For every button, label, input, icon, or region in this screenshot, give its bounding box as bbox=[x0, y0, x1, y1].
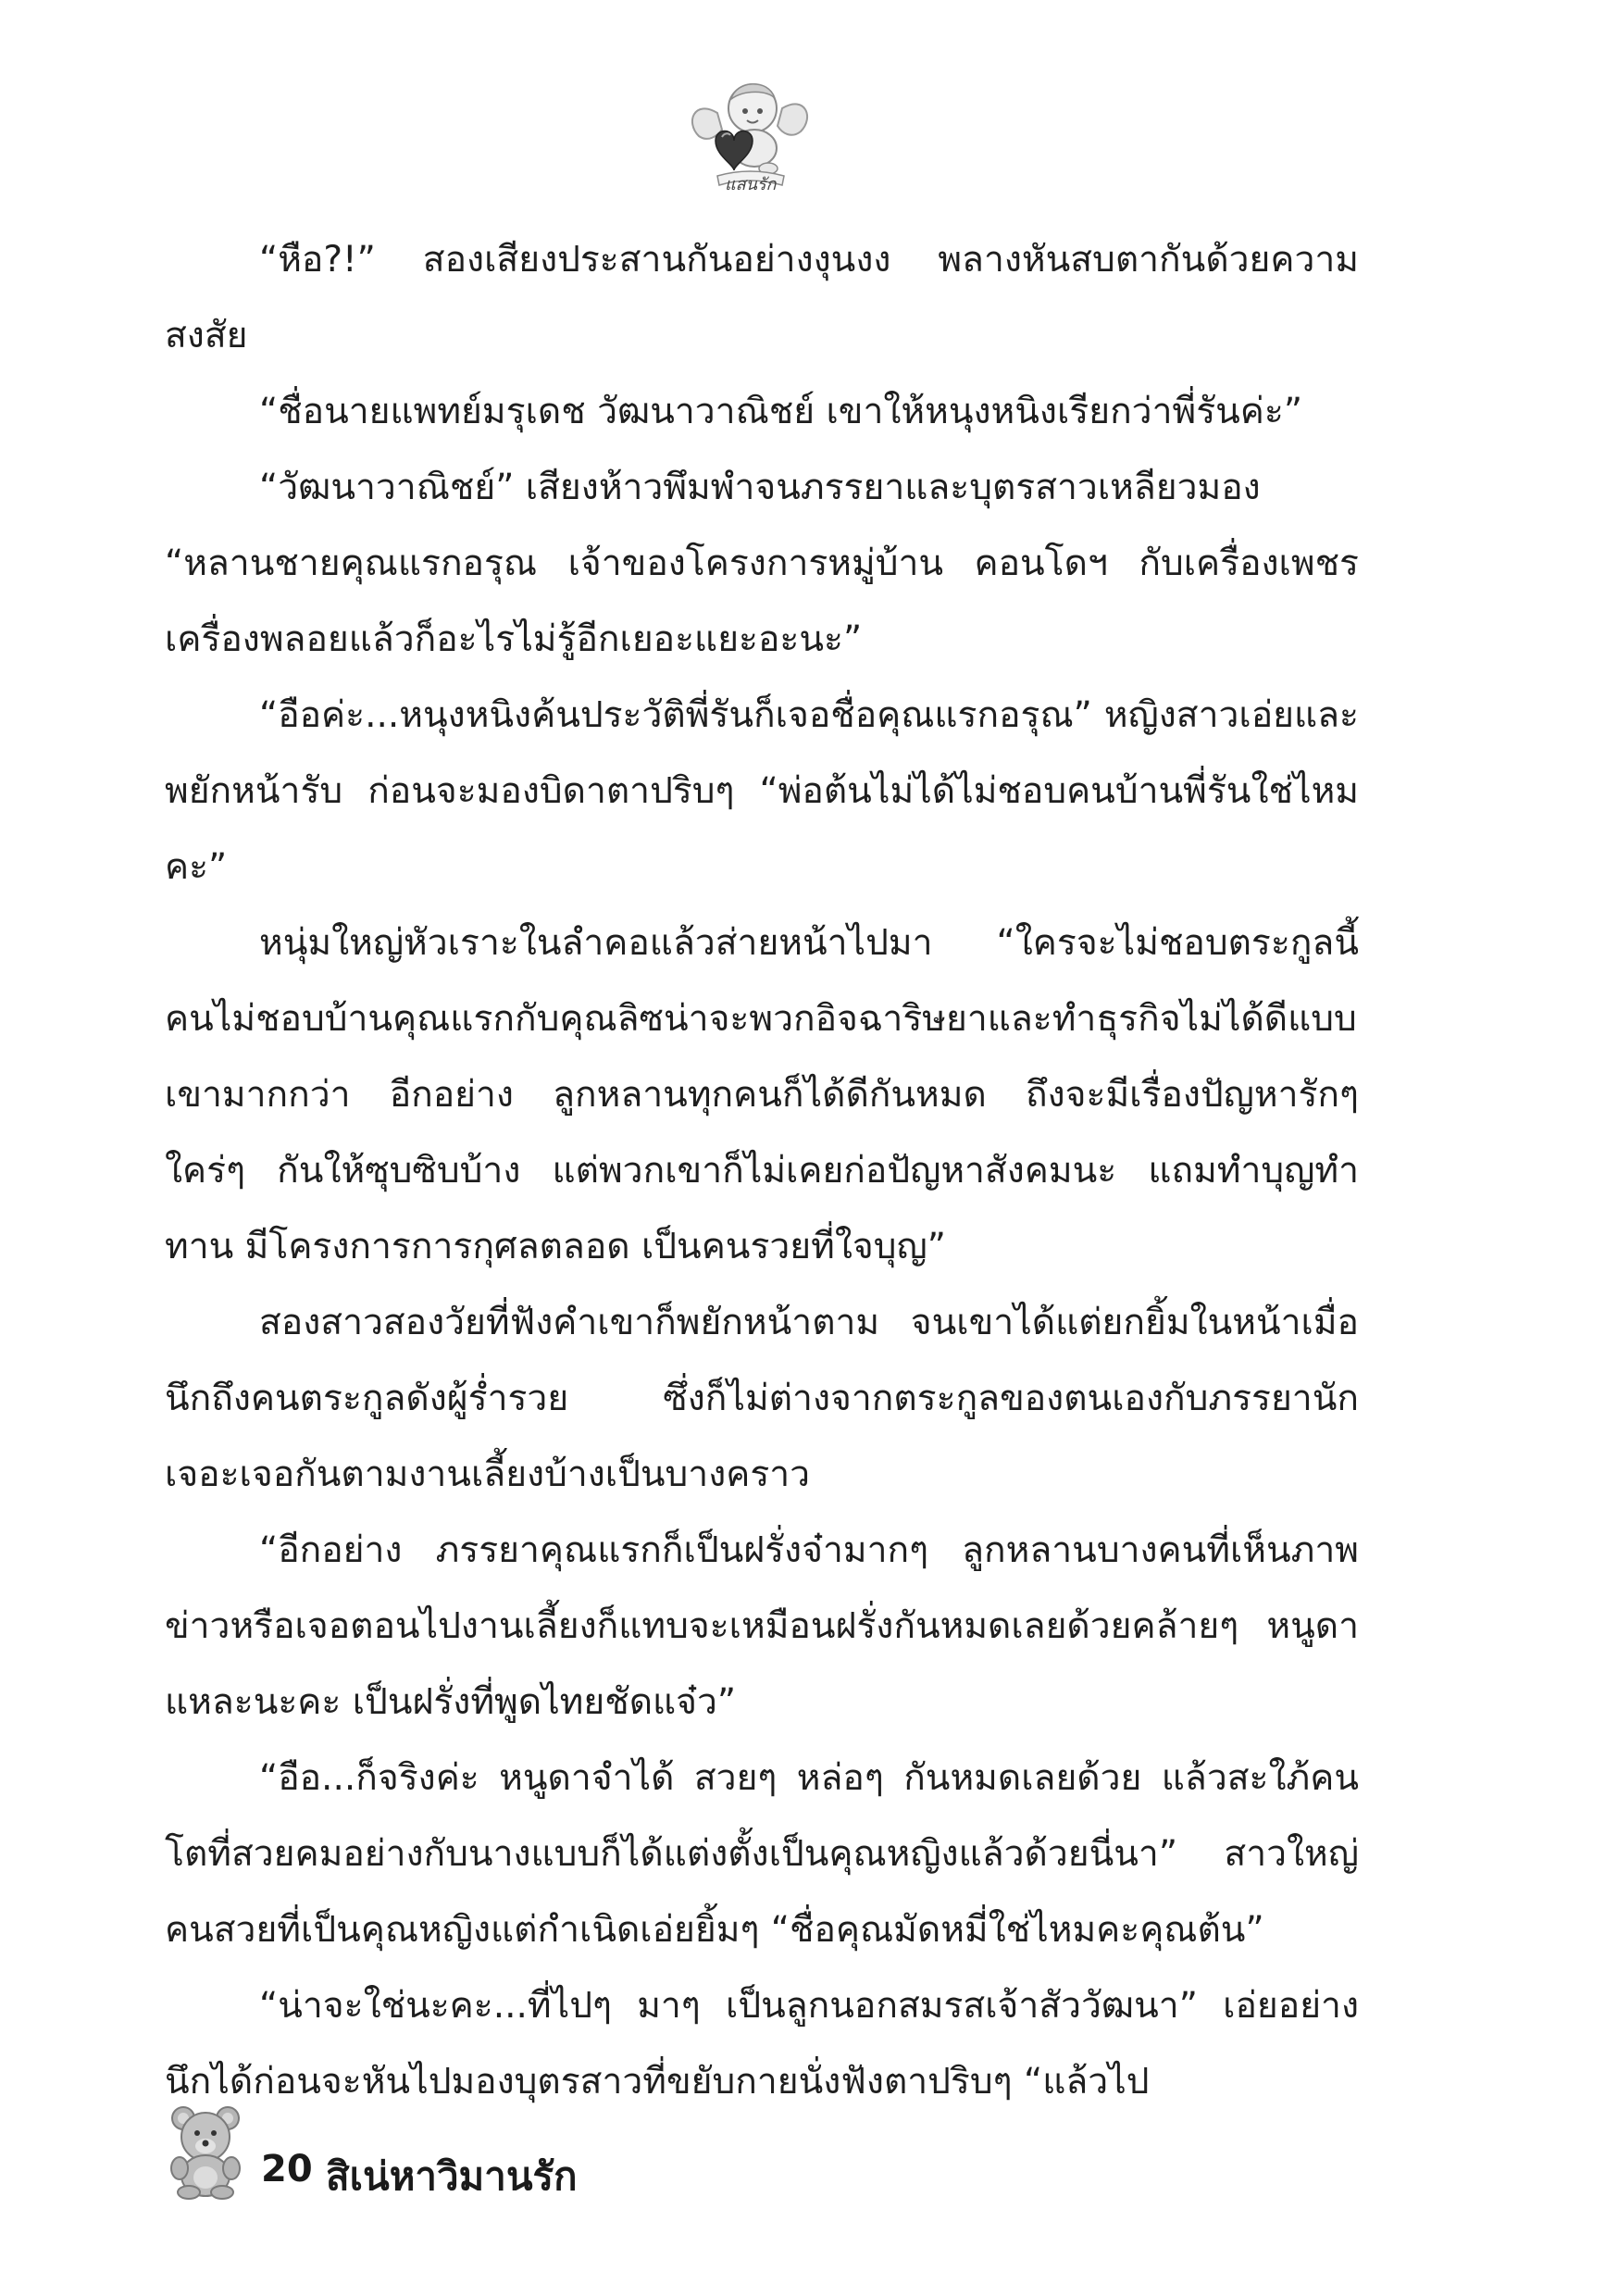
paragraph: “อือ...ก็จริงค่ะ หนูดาจำได้ สวยๆ หล่อๆ กันหมดเลยด้วย แล้วสะใภ้คนโตที่สวยคมอย่างกับนางแบบก็ได้แต่งตั้งเป็นคุณหญิงแล้วด้วยนี่นา” สาวใหญ่คนสวยที่เป็นคุณหญิงแต่กำเนิดเอ่ยยิ้มๆ “ชื่อคุณมัดหมี่ใช่ไหมคะคุณต้น” bbox=[165, 1757, 1359, 1951]
book-title: สิเน่หาวิมานรัก bbox=[326, 2153, 578, 2199]
page-number: 20 bbox=[261, 2148, 313, 2190]
paragraph: “น่าจะใช่นะคะ...ที่ไปๆ มาๆ เป็นลูกนอกสมรสเจ้าสัววัฒนา” เอ่ยอย่างนึกได้ก่อนจะหันไปมองบุตรสาวที่ขยับกายนั่งฟังตาปริบๆ “แล้วไป bbox=[165, 1985, 1359, 2103]
teddy-bear-icon bbox=[159, 2102, 252, 2200]
paragraph: สองสาวสองวัยที่ฟังคำเขาก็พยักหน้าตาม จนเขาได้แต่ยกยิ้มในหน้าเมื่อนึกถึงคนตระกูลดังผู้ร่ำรวย ซึ่งก็ไม่ต่างจากตระกูลของตนเองกับภรรยานัก เจอะเจอกันตามงานเลี้ยงบ้างเป็นบางคราว bbox=[165, 1302, 1359, 1495]
paragraph: “ชื่อนายแพทย์มรุเดช วัฒนาวาณิชย์ เขาให้หนุงหนิงเรียกว่าพี่รันค่ะ” bbox=[259, 391, 1303, 432]
paragraph: “วัฒนาวาณิชย์” เสียงห้าวพึมพำจนภรรยาและบุตรสาวเหลียวมอง bbox=[259, 467, 1261, 508]
paragraph: “หลานชายคุณแรกอรุณ เจ้าของโครงการหมู่บ้าน คอนโดฯ กับเครื่องเพชรเครื่องพลอยแล้วก็อะไรไม่รู้อีกเยอะแยะอะนะ” bbox=[165, 543, 1359, 660]
cupid-with-heart-icon bbox=[680, 67, 819, 206]
paragraph: หนุ่มใหญ่หัวเราะในลำคอแล้วส่ายหน้าไปมา “ใครจะไม่ชอบตระกูลนี้ คนไม่ชอบบ้านคุณแรกกับคุณลิซน่าจะพวกอิจฉาริษยาและทำธุรกิจไม่ได้ดีแบบเขามากกว่า อีกอย่าง ลูกหลานทุกคนก็ได้ดีกันหมด ถึงจะมีเรื่องปัญหารักๆ ใคร่ๆ กันให้ซุบซิบบ้าง แต่พวกเขาก็ไม่เคยก่อปัญหาสังคมนะ แถมทำบุญทำทาน มีโครงการการกุศลตลอด เป็นคนรวยที่ใจบุญ” bbox=[165, 922, 1359, 1267]
paragraph: “หือ?!” สองเสียงประสานกันอย่างงุนงง พลางหันสบตากันด้วยความสงสัย bbox=[165, 239, 1359, 356]
body-text bbox=[165, 222, 1359, 2120]
paragraph: “อือค่ะ...หนุงหนิงค้นประวัติพี่รันก็เจอชื่อคุณแรกอรุณ” หญิงสาวเอ่ยและพยักหน้ารับ ก่อนจะมองบิดาตาปริบๆ “พ่อต้นไม่ได้ไม่ชอบคนบ้านพี่รันใช่ไหมคะ” bbox=[165, 694, 1359, 888]
paragraph: “อีกอย่าง ภรรยาคุณแรกก็เป็นฝรั่งจ๋ามากๆ ลูกหลานบางคนที่เห็นภาพข่าวหรือเจอตอนไปงานเลี้ยงก็แทบจะเหมือนฝรั่งกันหมดเลยด้วยคล้ายๆ หนูดาแหละนะคะ เป็นฝรั่งที่พูดไทยชัดแจ๋ว” bbox=[165, 1529, 1359, 1723]
page-footer bbox=[159, 2102, 807, 2203]
logo-text: แสนรัก bbox=[725, 175, 777, 194]
